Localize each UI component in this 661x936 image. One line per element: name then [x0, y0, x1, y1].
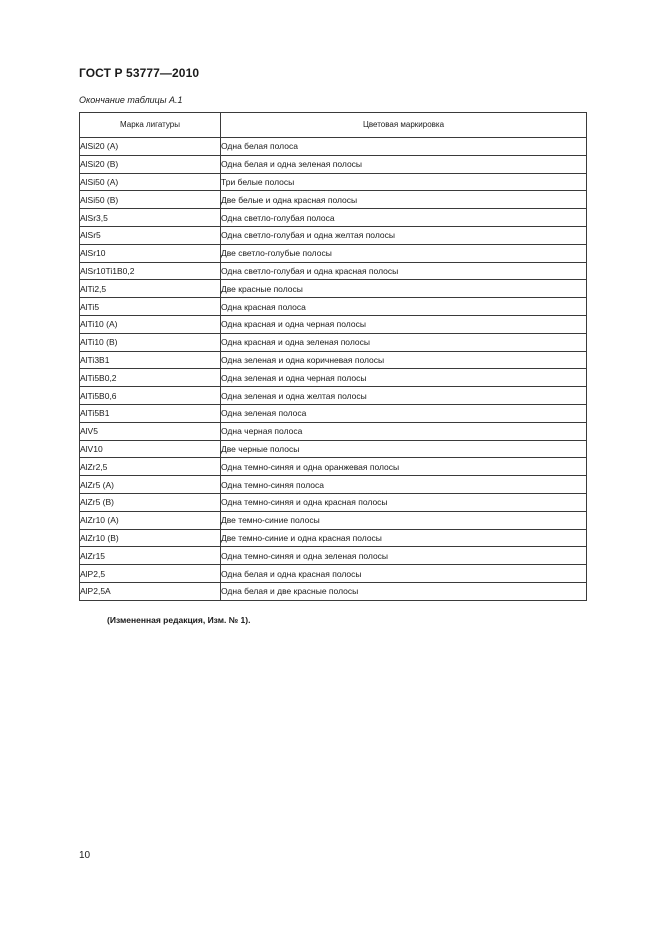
alloy-marking-table [79, 112, 587, 601]
alloy-grade-cell: AlTi10 (B) [80, 333, 221, 351]
alloy-grade-cell: AlV10 [80, 440, 221, 458]
table-row [80, 582, 587, 600]
color-marking-cell: Три белые полосы [221, 173, 587, 191]
color-marking-cell: Одна черная полоса [221, 422, 587, 440]
color-marking-cell: Две черные полосы [221, 440, 587, 458]
column-header-marking: Цветовая маркировка [221, 113, 587, 138]
alloy-grade-cell: AlP2,5 [80, 565, 221, 583]
alloy-grade-cell: AlV5 [80, 422, 221, 440]
color-marking-cell: Одна темно-синяя и одна красная полосы [221, 493, 587, 511]
table-row [80, 565, 587, 583]
table-row [80, 226, 587, 244]
color-marking-cell: Одна темно-синяя полоса [221, 476, 587, 494]
color-marking-cell: Одна зеленая и одна коричневая полосы [221, 351, 587, 369]
alloy-grade-cell: AlSi50 (B) [80, 191, 221, 209]
table-row [80, 244, 587, 262]
color-marking-cell: Одна темно-синяя и одна зеленая полосы [221, 547, 587, 565]
table-row [80, 280, 587, 298]
color-marking-cell: Две темно-синие полосы [221, 511, 587, 529]
alloy-grade-cell: AlZr15 [80, 547, 221, 565]
table-row [80, 493, 587, 511]
alloy-grade-cell: AlSr10 [80, 244, 221, 262]
table-row [80, 155, 587, 173]
alloy-grade-cell: AlSr3,5 [80, 209, 221, 227]
color-marking-cell: Две светло-голубые полосы [221, 244, 587, 262]
alloy-grade-cell: AlSi20 (A) [80, 138, 221, 156]
table-row [80, 262, 587, 280]
table-row [80, 387, 587, 405]
alloy-grade-cell: AlTi2,5 [80, 280, 221, 298]
table-row [80, 315, 587, 333]
table-row [80, 191, 587, 209]
color-marking-cell: Одна красная и одна зеленая полосы [221, 333, 587, 351]
table-header-row [80, 113, 587, 138]
color-marking-cell: Одна белая и одна зеленая полосы [221, 155, 587, 173]
document-standard-title: ГОСТ Р 53777—2010 [79, 66, 200, 80]
alloy-grade-cell: AlTi5B0,6 [80, 387, 221, 405]
table-row [80, 351, 587, 369]
table-row [80, 458, 587, 476]
color-marking-cell: Две темно-синие и одна красная полосы [221, 529, 587, 547]
table-row [80, 511, 587, 529]
color-marking-cell: Одна светло-голубая полоса [221, 209, 587, 227]
table-row [80, 529, 587, 547]
table-row [80, 138, 587, 156]
alloy-grade-cell: AlZr2,5 [80, 458, 221, 476]
alloy-grade-cell: AlTi10 (A) [80, 315, 221, 333]
table-row [80, 422, 587, 440]
color-marking-cell: Одна светло-голубая и одна красная полосы [221, 262, 587, 280]
color-marking-cell: Одна зеленая и одна желтая полосы [221, 387, 587, 405]
table-row [80, 440, 587, 458]
column-header-grade: Марка лигатуры [80, 113, 221, 138]
table-row [80, 298, 587, 316]
page-number: 10 [79, 850, 91, 861]
table-row [80, 369, 587, 387]
table-row [80, 173, 587, 191]
color-marking-cell: Одна красная полоса [221, 298, 587, 316]
color-marking-cell: Две белые и одна красная полосы [221, 191, 587, 209]
alloy-grade-cell: AlP2,5A [80, 582, 221, 600]
table-caption: Окончание таблицы А.1 [79, 95, 183, 105]
table-row [80, 209, 587, 227]
color-marking-cell: Одна светло-голубая и одна желтая полосы [221, 226, 587, 244]
alloy-grade-cell: AlSr10Ti1B0,2 [80, 262, 221, 280]
alloy-grade-cell: AlZr10 (A) [80, 511, 221, 529]
color-marking-cell: Две красные полосы [221, 280, 587, 298]
alloy-grade-cell: AlTi5B1 [80, 404, 221, 422]
color-marking-cell: Одна зеленая и одна черная полосы [221, 369, 587, 387]
color-marking-cell: Одна темно-синяя и одна оранжевая полосы [221, 458, 587, 476]
color-marking-cell: Одна белая и две красные полосы [221, 582, 587, 600]
alloy-grade-cell: AlSi50 (A) [80, 173, 221, 191]
alloy-grade-cell: AlSr5 [80, 226, 221, 244]
amendment-note: (Измененная редакция, Изм. № 1). [107, 615, 251, 625]
alloy-grade-cell: AlSi20 (B) [80, 155, 221, 173]
table-row [80, 333, 587, 351]
alloy-grade-cell: AlZr10 (B) [80, 529, 221, 547]
color-marking-cell: Одна зеленая полоса [221, 404, 587, 422]
alloy-grade-cell: AlTi5 [80, 298, 221, 316]
alloy-grade-cell: AlZr5 (A) [80, 476, 221, 494]
color-marking-cell: Одна красная и одна черная полосы [221, 315, 587, 333]
table-row [80, 404, 587, 422]
color-marking-cell: Одна белая и одна красная полосы [221, 565, 587, 583]
color-marking-cell: Одна белая полоса [221, 138, 587, 156]
alloy-grade-cell: AlTi5B0,2 [80, 369, 221, 387]
table-row [80, 476, 587, 494]
alloy-grade-cell: AlTi3B1 [80, 351, 221, 369]
table-row [80, 547, 587, 565]
alloy-grade-cell: AlZr5 (B) [80, 493, 221, 511]
